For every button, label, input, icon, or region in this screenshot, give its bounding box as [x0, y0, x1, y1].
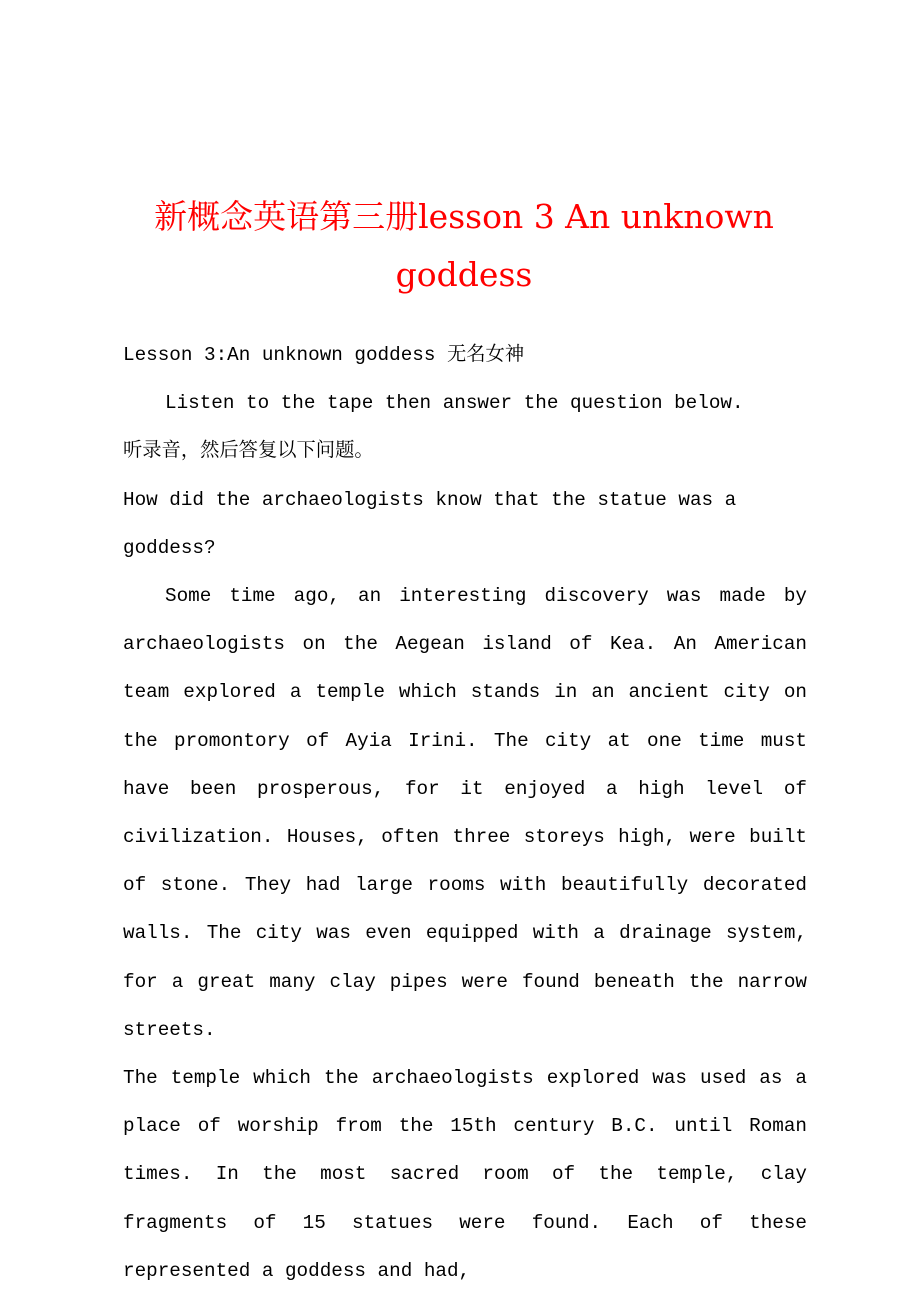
comprehension-question: How did the archaeologists know that the statue was a goddess? [123, 488, 737, 559]
lesson-heading: Lesson 3:An unknown goddess 无名女神 [123, 344, 525, 366]
paragraph-1: Some time ago, an interesting discovery was made by archaeologists on the Aegean island of Kea. An American team explored a temple which stands in an ancient city on the promontory of Ayia Irini. The city at one time must have been prosperous, for it enjoyed a high level of civilization. Houses, often three storeys high, were built of stone. They had large rooms with beautifully decorated walls. The city was even equipped with a drainage system, for a great many clay pipes were found beneath the narrow streets. [123, 585, 807, 1041]
document-body [123, 331, 807, 1295]
paragraph-2: The temple which the archaeologists explored was used as a place of worship from the 15th century B.C. until Roman times. In the most sacred room of the temple, clay fragments of 15 statues were found. Each of these represented a goddess and had, [123, 1067, 807, 1282]
instruction-english: Listen to the tape then answer the question below. [165, 392, 744, 415]
instruction-chinese: 听录音，然后答复以下问题。 [123, 440, 374, 463]
document-title: 新概念英语第三册lesson 3 An unknown goddess [154, 197, 774, 294]
